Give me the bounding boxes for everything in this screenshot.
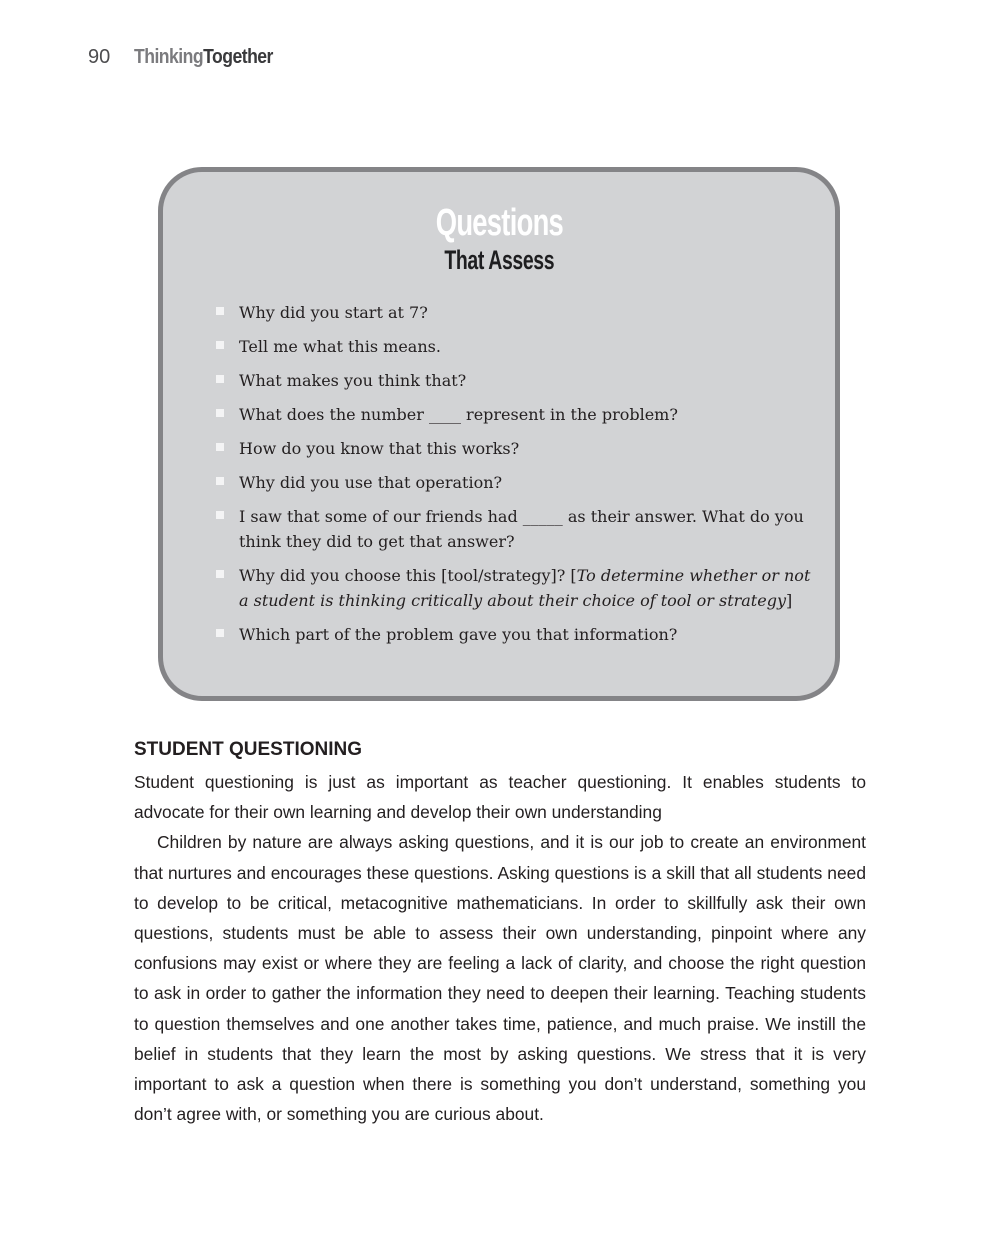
question-text: Which part of the problem gave you that information? [239,625,678,644]
callout-subtitle [163,245,835,276]
list-item [213,436,813,461]
square-bullet-icon [216,341,224,349]
square-bullet-icon [216,375,224,383]
question-text: How do you know that this works? [239,439,520,458]
callout-title [163,202,835,245]
running-title-part1: Thinking [134,46,204,68]
question-note-close: ] [785,591,793,610]
list-item [213,470,813,495]
paragraph: Children by nature are always asking questions, and it is our job to create an environment that nurtures and encourages these questions. Asking questions is a skill that all students need to develop to be critical, metacognitive mathematicians. In order to skillfully ask their own questions, students must be able to assess their own understanding, pinpoint where any confusions may exist or where they are feeling a lack of clarity, and choose the right question to ask in order to gather the information they need to deepen their learning. Teaching students to question themselves and one another takes time, patience, and much praise. We instill the belief in students that they learn the most by asking questions. We stress that it is very important to ask a question when there is something you don’t understand, something you don’t agree with, or something you are curious about. [134,832,866,1125]
questions-callout-box [158,167,840,701]
page-number: 90 [88,46,111,68]
square-bullet-icon [216,409,224,417]
square-bullet-icon [216,629,224,637]
running-title-part2: Together [203,46,273,68]
square-bullet-icon [216,443,224,451]
question-list [213,300,813,656]
paragraph: Student questioning is just as important as teacher questioning. It enables students to advocate for their own learning and develop their own understanding [134,772,866,823]
page-header [88,46,292,74]
question-note-italic: To determine whether or not a student is thinking critically about their choice of tool or strategy [239,566,811,610]
list-item [213,334,813,359]
square-bullet-icon [216,477,224,485]
list-item [213,300,813,325]
list-item [213,368,813,393]
body-text [134,767,866,1129]
question-text: What does the number ____ represent in the problem? [239,405,678,424]
running-title [134,46,273,69]
question-text: Why did you start at 7? [239,303,428,322]
list-item [213,622,813,647]
question-text: Why did you choose this [tool/strategy]? [ [239,566,577,585]
callout-title-text: Questions [435,202,563,244]
list-item [213,402,813,427]
question-text: Tell me what this means. [239,337,441,356]
square-bullet-icon [216,307,224,315]
list-item [213,504,813,554]
question-text: Why did you use that operation? [239,473,503,492]
section-heading: STUDENT QUESTIONING [134,739,363,760]
square-bullet-icon [216,511,224,519]
callout-subtitle-text: That Assess [444,245,554,275]
square-bullet-icon [216,570,224,578]
list-item [213,563,813,613]
question-text: I saw that some of our friends had _____ as their answer. What do you think they did to get that answer? [239,507,804,551]
question-text: What makes you think that? [239,371,467,390]
